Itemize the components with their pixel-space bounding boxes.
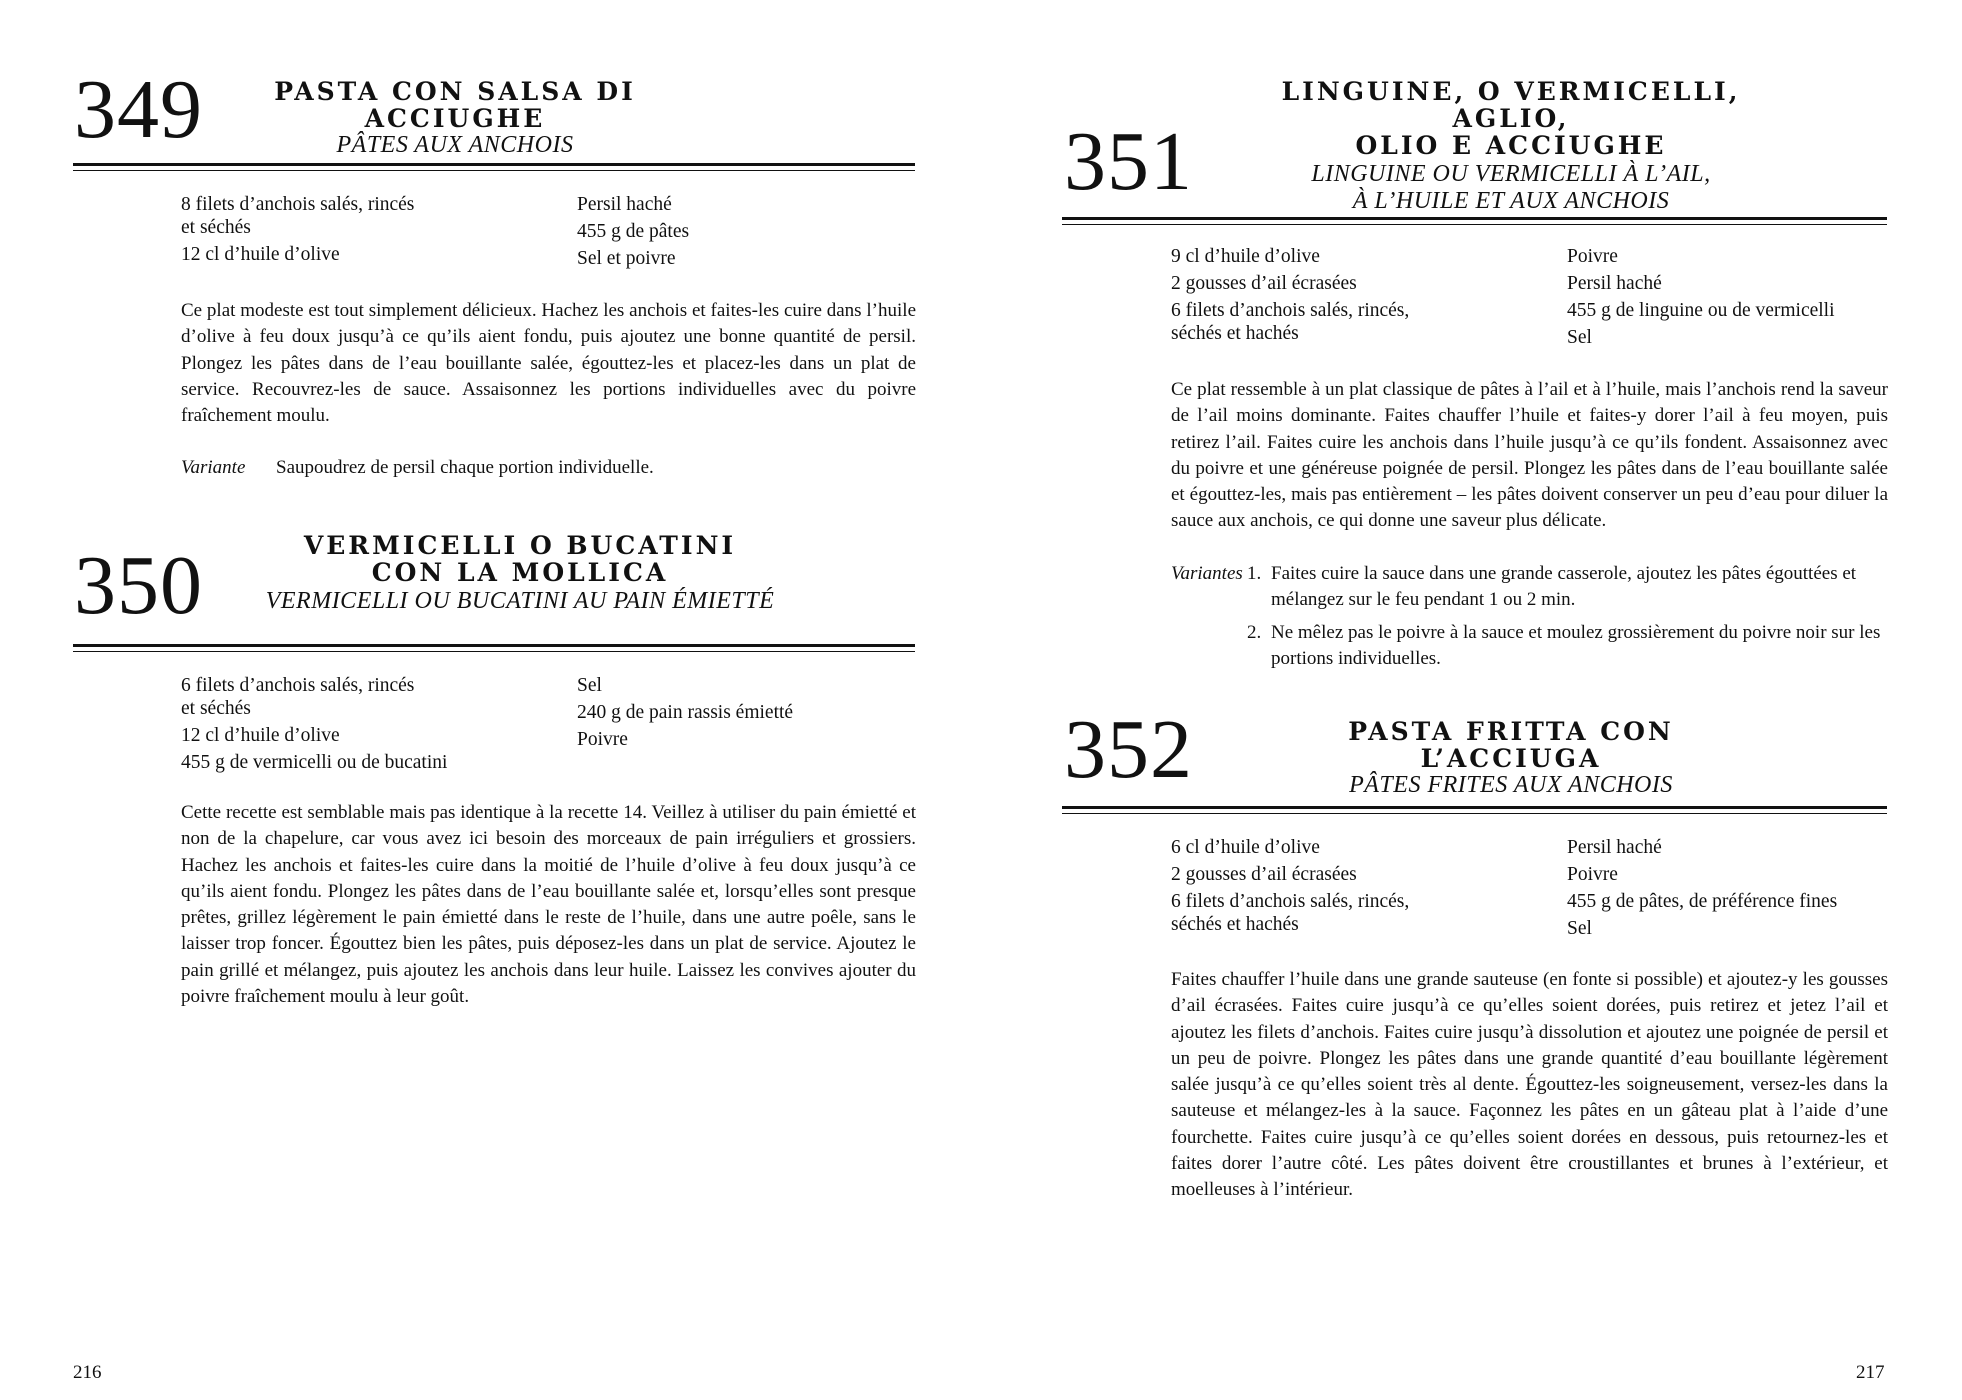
recipe-title-italian: PASTA CON SALSA DI ACCIUGHE	[274, 77, 636, 133]
ingredients-left-column	[181, 674, 561, 778]
recipe-title-italian: VERMICELLI O BUCATINI CON LA MOLLICA	[303, 531, 737, 587]
recipe-title-italian: LINGUINE, O VERMICELLI, AGLIO, OLIO E ACCIUGHE	[1281, 77, 1741, 160]
ingredient: Persil haché	[577, 194, 672, 215]
variant-text: Saupoudrez de persil chaque portion individuelle.	[276, 457, 654, 478]
ingredient: 6 filets d’anchois salés, rincés et séchés	[181, 675, 415, 719]
ingredient: 6 filets d’anchois salés, rincés, séchés et hachés	[1171, 891, 1410, 935]
title-rule	[1062, 217, 1887, 220]
ingredient: 455 g de pâtes	[577, 221, 690, 242]
ingredient: 6 filets d’anchois salés, rincés, séchés et hachés	[1171, 300, 1410, 344]
ingredient: 455 g de pâtes, de préférence fines	[1567, 891, 1838, 912]
ingredient: Sel	[577, 675, 602, 696]
title-rule	[73, 644, 915, 647]
ingredient: 8 filets d’anchois salés, rincés et séchés	[181, 194, 415, 238]
recipe-titles	[1231, 78, 1791, 215]
ingredient: Poivre	[1567, 246, 1618, 267]
ingredient: 240 g de pain rassis émietté	[577, 702, 794, 723]
title-rule	[73, 163, 915, 166]
recipe-number: 349	[74, 63, 203, 156]
ingredient: 455 g de linguine ou de vermicelli	[1567, 300, 1835, 321]
ingredients-left-column	[1171, 836, 1551, 940]
recipe-number: 351	[1064, 115, 1193, 208]
recipe-titles	[1261, 718, 1761, 799]
variant-text: Ne mêlez pas le poivre à la sauce et moulez grossièrement du poivre noir sur les portions individuelles.	[1271, 621, 1881, 669]
ingredients-right-column	[577, 193, 917, 274]
ingredient: Persil haché	[1567, 273, 1662, 294]
ingredient: Poivre	[1567, 864, 1618, 885]
ingredient: 2 gousses d’ail écrasées	[1171, 864, 1357, 885]
recipe-number: 350	[74, 539, 203, 632]
recipe-title-french: PÂTES FRITES AUX ANCHOIS	[1349, 772, 1673, 798]
page-number: 217	[1856, 1362, 1885, 1383]
recipe-instructions: Ce plat ressemble à un plat classique de pâtes à l’ail et à l’huile, mais l’anchois rend la saveur de l’ail moins dominante. Faites chauffer l’huile et faites-y dorer l’ail à feu moyen, puis retirez l’ail. Faites cuire les anchois dans l’huile jusqu’à ce qu’ils fondent. Assaisonnez avec du poivre et une généreuse poignée de persil. Plongez les pâtes dans de l’eau bouillante salée et égouttez-les, mais pas entièrement – les pâtes doivent conserver un peu d’eau pour diluer la sauce aux anchois, ce qui donne une saveur plus délicate.	[1171, 379, 1888, 532]
ingredients-left-column	[1171, 245, 1551, 349]
variants-list	[1247, 561, 1888, 672]
variant-text: Faites cuire la sauce dans une grande casserole, ajoutez les pâtes égouttées et mélangez sur le feu pendant 1 ou 2 min.	[1271, 563, 1857, 611]
right-page	[981, 0, 1962, 1400]
recipe-title-french: PÂTES AUX ANCHOIS	[336, 132, 574, 158]
title-rule	[1062, 806, 1887, 809]
ingredients-right-column	[577, 674, 917, 755]
ingredient: 12 cl d’huile d’olive	[181, 244, 340, 265]
recipe-number: 352	[1064, 703, 1193, 796]
recipe-titles	[240, 532, 800, 615]
ingredient: 6 cl d’huile d’olive	[1171, 837, 1320, 858]
ingredient: 12 cl d’huile d’olive	[181, 725, 340, 746]
variant-item	[1247, 620, 1888, 673]
ingredients-right-column	[1567, 836, 1897, 944]
recipe-title-french: VERMICELLI OU BUCATINI AU PAIN ÉMIETTÉ	[265, 588, 775, 614]
recipe-title-italian: PASTA FRITTA CON L’ACCIUGA	[1348, 717, 1674, 773]
variants-label: Variantes	[1171, 563, 1243, 584]
variant-number: 1.	[1247, 563, 1262, 584]
recipe-instructions: Cette recette est semblable mais pas identique à la recette 14. Veillez à utiliser du pain émietté et non de la chapelure, car vous avez ici besoin des morceaux de pain irréguliers et grossiers. Hachez les anchois et faites-les cuire dans la moitié de l’huile d’olive à feu doux jusqu’à ce qu’ils aient fondu. Plongez les pâtes dans de l’eau bouillante salée et, lorsqu’elles sont presque prêtes, grillez légèrement le pain émietté dans le reste de l’huile, dans une autre poêle, sans le laisser trop foncer. Égouttez bien les pâtes, puis déposez-les dans un plat de service. Ajoutez le pain grillé et mélangez, puis ajoutez les anchois dans leur huile. Laissez les convives ajouter du poivre fraîchement moulu à leur goût.	[181, 802, 916, 1008]
recipe-title-french: LINGUINE OU VERMICELLI À L’AIL, À L’HUILE ET AUX ANCHOIS	[1311, 161, 1711, 214]
ingredient: Sel et poivre	[577, 248, 676, 269]
ingredients-left-column	[181, 193, 561, 270]
recipe-titles	[240, 78, 670, 159]
ingredient: Sel	[1567, 327, 1592, 348]
ingredient: 2 gousses d’ail écrasées	[1171, 273, 1357, 294]
page-number: 216	[73, 1362, 102, 1383]
ingredient: 455 g de vermicelli ou de bucatini	[181, 752, 448, 773]
ingredient: Poivre	[577, 729, 628, 750]
recipe-instructions: Faites chauffer l’huile dans une grande sauteuse (en fonte si possible) et ajoutez-y les gousses d’ail écrasées. Faites cuire jusqu’à ce qu’elles soient dorées, puis retirez et jetez l’ail et ajoutez les filets d’anchois. Faites cuire jusqu’à dissolution et ajoutez une poignée de persil et un peu de poivre. Plongez les pâtes dans une grande quantité d’eau bouillante légèrement salée jusqu’à ce qu’elles soient très al dente. Égouttez-les soigneusement, versez-les dans la sauteuse et mélangez-les à la sauce. Façonnez les pâtes en un gâteau plat à l’aide d’une fourchette. Faites cuire jusqu’à ce qu’elles soient dorées en dessous, puis retournez-les et faites dorer l’autre côté. Les pâtes doivent être croustillantes et brunes à l’extérieur, et moelleuses à l’intérieur.	[1171, 969, 1888, 1201]
ingredients-right-column	[1567, 245, 1897, 353]
ingredient: Sel	[1567, 918, 1592, 939]
ingredient: 9 cl d’huile d’olive	[1171, 246, 1320, 267]
ingredient: Persil haché	[1567, 837, 1662, 858]
variant-item	[1247, 561, 1888, 614]
recipe-instructions: Ce plat modeste est tout simplement délicieux. Hachez les anchois et faites-les cuire dans l’huile d’olive à feu doux jusqu’à ce qu’ils aient fondu, puis ajoutez une bonne quantité de persil. Plongez les pâtes dans de l’eau bouillante salée, égouttez-les et placez-les dans un plat de service. Recouvrez-les de sauce. Assaisonnez les portions individuelles avec du poivre fraîchement moulu.	[181, 300, 916, 427]
variant-label: Variante	[181, 457, 246, 478]
variant-number: 2.	[1247, 621, 1262, 643]
